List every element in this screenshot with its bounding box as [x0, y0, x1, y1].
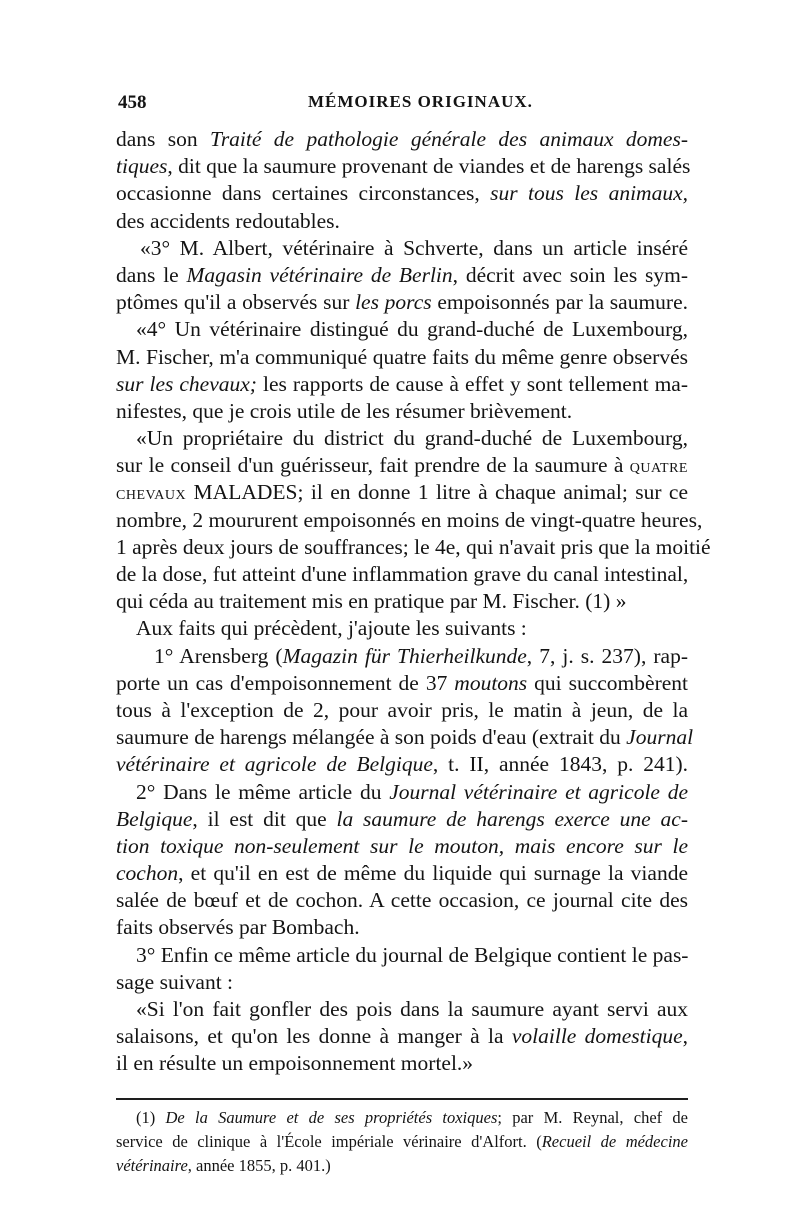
text-line: Belgique, il est dit que la saumure de harengs exerce une ac-	[116, 806, 688, 831]
text-line: 2° Dans le même article du Journal vétérinaire et agricole de	[136, 779, 688, 804]
text-line: de la dose, fut atteint d'une inflammation grave du canal intestinal,	[116, 562, 689, 586]
text-line: «Si l'on fait gonfler des pois dans la saumure ayant servi aux	[136, 997, 688, 1021]
text-line: «4° Un vétérinaire distingué du grand-duché de Luxembourg,	[136, 317, 688, 342]
text-line: saumure de harengs mélangée à son poids d'eau (extrait du Journal	[116, 725, 694, 750]
text-line: il en résulte un empoisonnement mortel.»	[116, 1051, 474, 1076]
text-line: tous à l'exception de 2, pour avoir pris, le matin à jeun, de la	[116, 697, 688, 722]
text-line: cochon, et qu'il en est de même du liquide qui surnage la viande	[116, 861, 688, 886]
footnote-line: service de clinique à l'École impériale vérinaire d'Alfort. (Recueil de médecine	[116, 1132, 688, 1151]
text-line: 3° Enfin ce même article du journal de Belgique contient le pas-	[136, 942, 689, 967]
running-head	[118, 92, 686, 122]
text-line: porte un cas d'empoisonnement de 37 moutons qui succombèrent	[116, 670, 688, 695]
text-line: occasionne dans certaines circonstances, sur tous les animaux,	[116, 181, 688, 206]
text-line: tion toxique non-seulement sur le mouton, mais encore sur le	[116, 833, 688, 858]
text-line: sur le conseil d'un guérisseur, fait prendre de la saumure à QUATRE	[116, 453, 688, 478]
text-line: sur les chevaux; les rapports de cause à effet y sont tellement ma-	[116, 371, 688, 396]
footnote-rule	[116, 1098, 688, 1100]
text-line: «Un propriétaire du district du grand-duché de Luxembourg,	[136, 426, 688, 451]
text-line: vétérinaire et agricole de Belgique, t. II, année 1843, p. 241).	[116, 752, 688, 777]
text-line: ptômes qu'il a observés sur les porcs empoisonnés par la saumure.	[116, 290, 688, 315]
running-title: MÉMOIRES ORIGINAUX.	[308, 92, 533, 111]
text-line: 1 après deux jours de souffrances; le 4e, qui n'avait pris que la moitié	[116, 534, 711, 559]
body-text	[116, 126, 711, 1078]
footnote-line: (1) De la Saumure et de ses propriétés toxiques; par M. Reynal, chef de	[136, 1108, 688, 1127]
page-number: 458	[118, 92, 147, 113]
text-line: Aux faits qui précèdent, j'ajoute les suivants :	[136, 616, 527, 641]
text-line: CHEVAUX MALADES; il en donne 1 litre à chaque animal; sur ce	[116, 480, 688, 505]
text-line: dans le Magasin vétérinaire de Berlin, décrit avec soin les sym-	[116, 262, 689, 287]
text-line: M. Fischer, m'a communiqué quatre faits du même genre observés	[116, 344, 688, 369]
text-line: salée de bœuf et de cochon. A cette occasion, ce journal cite des	[116, 888, 688, 913]
text-line: qui céda au traitement mis en pratique par M. Fischer. (1) »	[116, 589, 627, 614]
text-line: tiques, dit que la saumure provenant de viandes et de harengs salés	[116, 154, 691, 179]
text-line: faits observés par Bombach.	[116, 915, 360, 940]
text-line: «3° M. Albert, vétérinaire à Schverte, dans un article inséré	[140, 235, 688, 260]
text-line: sage suivant :	[116, 969, 234, 994]
text-line: 1° Arensberg (Magazin für Thierheilkunde, 7, j. s. 237), rap-	[154, 643, 689, 668]
text-line: nombre, 2 moururent empoisonnés en moins de vingt-quatre heures,	[116, 507, 703, 532]
text-line: dans son Traité de pathologie générale des animaux domes-	[116, 127, 688, 151]
footnote	[116, 1106, 688, 1178]
text-line: nifestes, que je crois utile de les résumer brièvement.	[116, 398, 573, 423]
text-line: des accidents redoutables.	[116, 208, 340, 233]
footnote-line: vétérinaire, année 1855, p. 401.)	[116, 1156, 331, 1175]
text-line: salaisons, et qu'on les donne à manger à la volaille domestique,	[116, 1024, 688, 1049]
